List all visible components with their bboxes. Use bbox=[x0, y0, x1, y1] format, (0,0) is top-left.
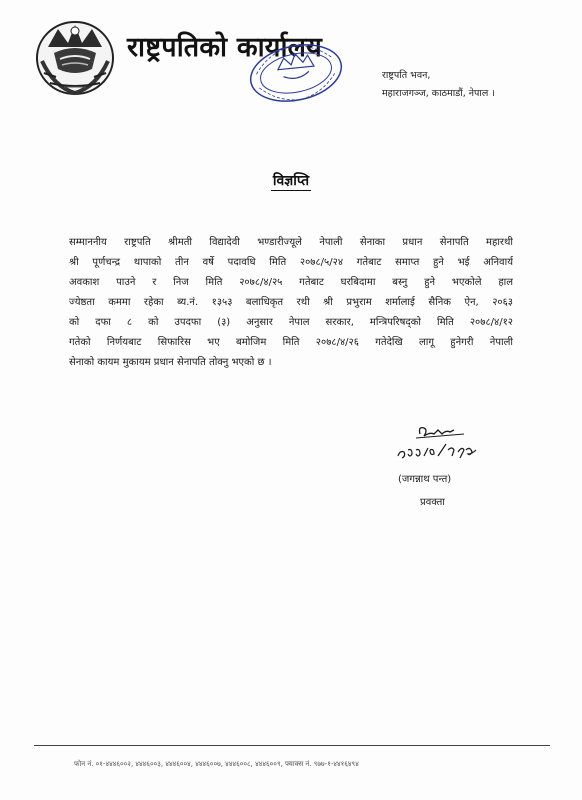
office-address bbox=[382, 67, 495, 103]
footer-contact: फोन नं. ०१-४४४६००२, ४४४६००३, ४४४६००४, ४४४६००७, ४४४६००८, ४४४६००९, फ्याक्स नं. ९७७-१-४४१६४९४ bbox=[74, 760, 359, 768]
notice-line: को दफा ८ को उपदफा (३) अनुसार नेपाल सरकार, मन्त्रिपरिषद्को मिति २०७८/४/१२ bbox=[69, 317, 513, 328]
nepal-emblem-icon bbox=[34, 17, 116, 97]
notice-line: अवकाश पाउने र निज मिति २०७८/४/२५ गतेबाट घरबिदामा बस्नु हुने भएकोले हाल bbox=[69, 277, 513, 288]
notice-line: सम्माननीय राष्ट्रपति श्रीमती विद्यादेवी भण्डारीज्यूले नेपाली सेनाका प्रधान सेनापति महारथी bbox=[69, 237, 513, 248]
notice-line: गतेको निर्णयबाट सिफारिस भए बमोजिम मिति २०७८/४/२६ गतेदेखि लागू हुनेगरी नेपाली bbox=[69, 337, 513, 348]
office-stamp-icon bbox=[243, 40, 349, 106]
office-name: राष्ट्रपतिको कार्यालय bbox=[127, 32, 322, 63]
handwritten-signature-icon bbox=[390, 420, 500, 465]
notice-heading-wrapper bbox=[0, 171, 582, 190]
notice-heading: विज्ञप्ति bbox=[272, 173, 310, 189]
signatory-title: प्रवक्ता bbox=[420, 497, 445, 508]
footer-divider bbox=[34, 745, 550, 746]
notice-body bbox=[69, 233, 513, 373]
address-line-1: राष्ट्रपति भवन, bbox=[382, 70, 431, 81]
signatory-name: (जगन्नाथ पन्त) bbox=[398, 474, 452, 485]
notice-line: श्री पूर्णचन्द्र थापाको तीन वर्षे पदावधि मिति २०७८/५/२४ गतेबाट समाप्त हुने भई अनिवार्य bbox=[69, 257, 513, 268]
address-line-2: महाराजगञ्ज, काठमाडौं, नेपाल । bbox=[382, 88, 495, 99]
notice-line: सेनाको कायम मुकायम प्रधान सेनापति तोक्नु भएको छ । bbox=[69, 357, 272, 368]
notice-line: ज्येष्ठता कममा रहेका ब्य.नं. १३५३ बलाधिकृत रथी श्री प्रभुराम शर्मालाई सैनिक ऐन, २०६३ bbox=[69, 297, 513, 308]
